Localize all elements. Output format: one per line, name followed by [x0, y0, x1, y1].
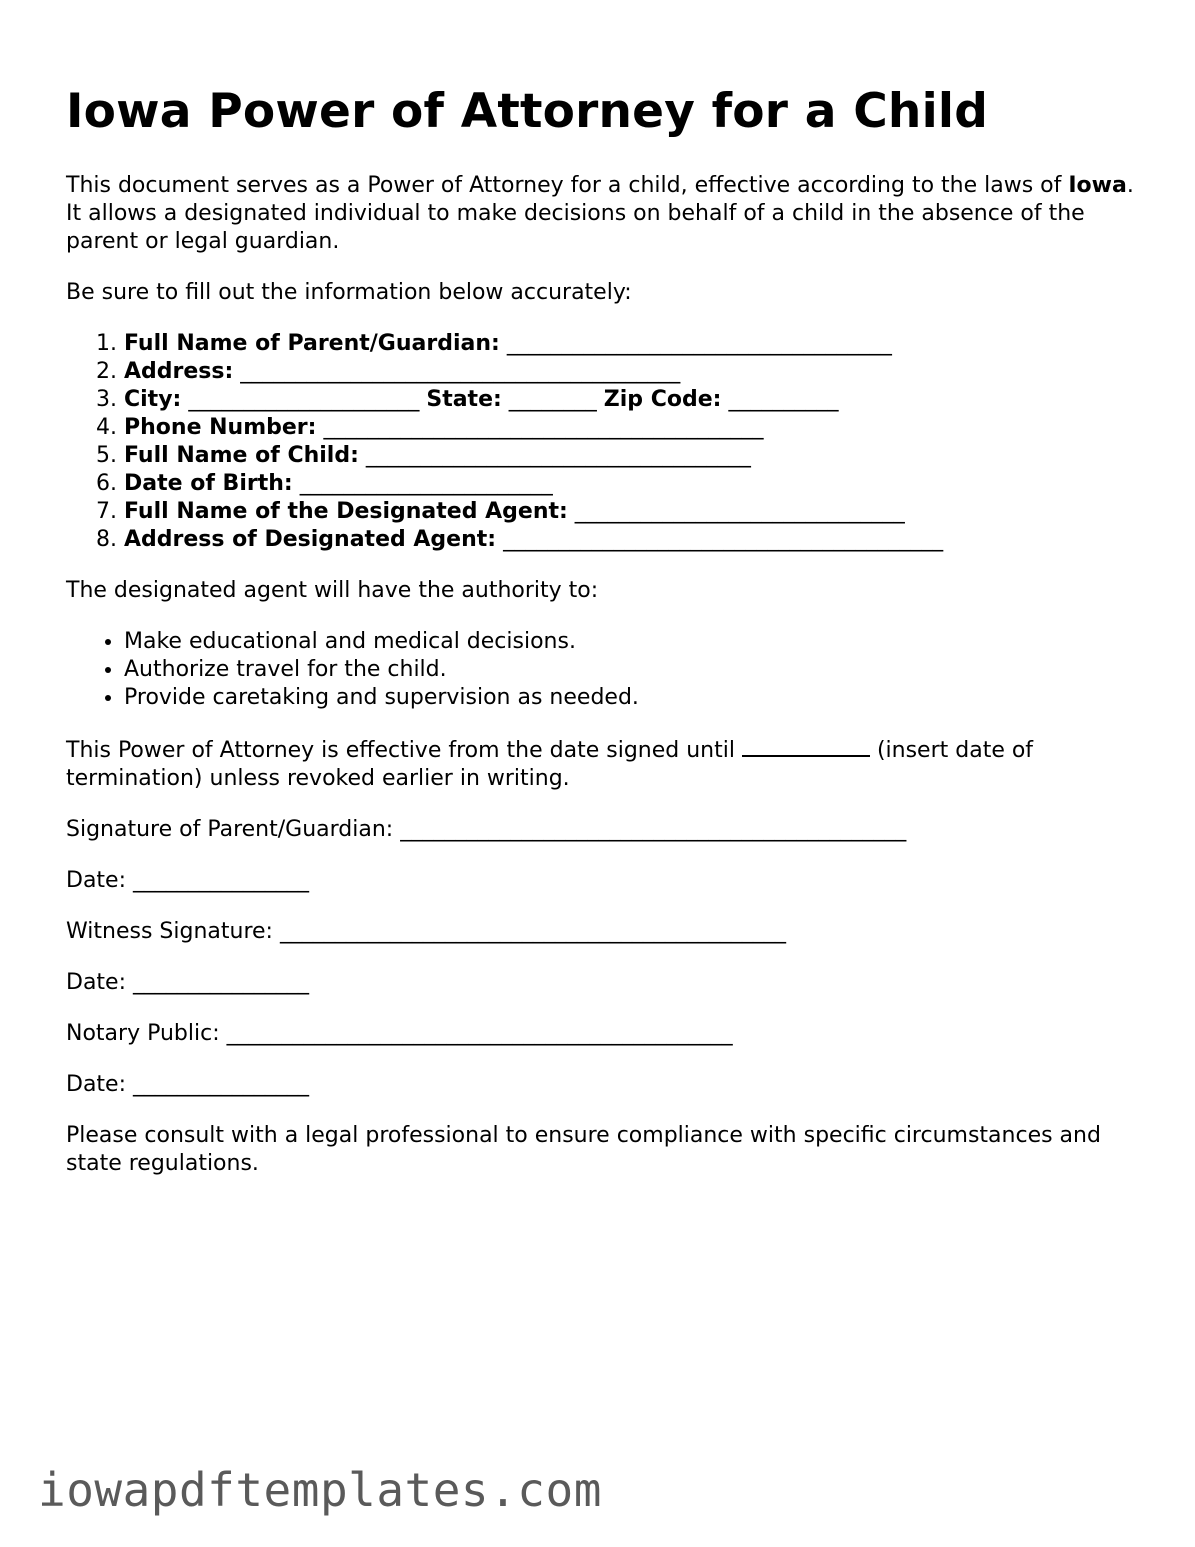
legal-disclaimer: Please consult with a legal professional to ensure compliance with specific circumstances and state regulations.	[66, 1123, 1101, 1176]
date-blank[interactable]: ________________	[133, 868, 309, 893]
signature-label: Signature of Parent/Guardian:	[66, 817, 394, 842]
date-label: Date:	[66, 970, 126, 995]
intro-state-name: Iowa	[1068, 173, 1127, 198]
list-item: • Make educational and medical decisions.	[124, 628, 1136, 656]
intro-text-end: . It allows a designated individual to make decisions on behalf of a child in the absence of the parent or legal guardian.	[66, 173, 1134, 254]
date-blank[interactable]: ________________	[133, 1072, 309, 1097]
field-label: Phone Number:	[124, 415, 317, 440]
field-child-name[interactable]	[124, 442, 1136, 470]
field-blank[interactable]: ___________________________________	[365, 443, 751, 468]
document-page	[66, 82, 1136, 1178]
termination-date-blank[interactable]	[742, 735, 870, 757]
site-watermark: iowapdftemplates.com	[38, 1463, 602, 1517]
authority-intro: The designated agent will have the authority to:	[66, 578, 599, 603]
field-label-city: City:	[124, 387, 182, 412]
field-label-zip: Zip Code:	[603, 387, 722, 412]
field-city-state-zip[interactable]	[124, 386, 1136, 414]
field-agent-name[interactable]	[124, 498, 1136, 526]
list-item: • Provide caretaking and supervision as needed.	[124, 684, 1136, 712]
effective-text-end: (insert date of termination) unless revoked earlier in writing.	[66, 738, 1034, 791]
signature-label: Notary Public:	[66, 1021, 220, 1046]
field-date-of-birth[interactable]	[124, 470, 1136, 498]
date-blank[interactable]: ________________	[133, 970, 309, 995]
signature-label: Witness Signature:	[66, 919, 273, 944]
intro-paragraph	[66, 172, 1136, 256]
field-blank[interactable]: ________________________________________	[323, 415, 764, 440]
witness-signature-line[interactable]	[66, 918, 1136, 946]
field-label: Full Name of Parent/Guardian:	[124, 331, 500, 356]
field-address[interactable]	[124, 358, 1136, 386]
signature-blank[interactable]: ______________________________________________	[400, 817, 907, 842]
field-blank[interactable]: ______________________________	[574, 499, 905, 524]
notary-signature-line[interactable]	[66, 1020, 1136, 1048]
field-blank-state[interactable]: ________	[508, 387, 597, 412]
date-label: Date:	[66, 1072, 126, 1097]
field-blank[interactable]: ________________________________________	[240, 359, 681, 384]
field-phone[interactable]	[124, 414, 1136, 442]
field-parent-name[interactable]	[124, 330, 1136, 358]
field-blank-city[interactable]: _____________________	[188, 387, 420, 412]
signature-blank[interactable]: ______________________________________________	[279, 919, 786, 944]
list-item: • Authorize travel for the child.	[124, 656, 1136, 684]
field-label: Address of Designated Agent:	[124, 527, 497, 552]
agent-powers-list	[66, 628, 1136, 712]
field-blank-zip[interactable]: __________	[728, 387, 839, 412]
field-label: Full Name of the Designated Agent:	[124, 499, 568, 524]
document-title: Iowa Power of Attorney for a Child	[66, 84, 989, 139]
signature-blank[interactable]: ______________________________________________	[226, 1021, 733, 1046]
parent-signature-date-line[interactable]	[66, 867, 1136, 895]
field-blank[interactable]: _______________________	[299, 471, 553, 496]
info-fields-list	[66, 330, 1136, 554]
date-label: Date:	[66, 868, 126, 893]
parent-signature-line[interactable]	[66, 816, 1136, 844]
field-label: Full Name of Child:	[124, 443, 359, 468]
field-label-state: State:	[426, 387, 502, 412]
witness-date-line[interactable]	[66, 969, 1136, 997]
field-agent-address[interactable]	[124, 526, 1136, 554]
field-label: Date of Birth:	[124, 471, 293, 496]
effective-period-paragraph	[66, 735, 1136, 793]
field-blank[interactable]: ___________________________________	[506, 331, 892, 356]
effective-text-start: This Power of Attorney is effective from the date signed until	[66, 738, 742, 763]
fill-instruction: Be sure to fill out the information below accurately:	[66, 280, 632, 305]
notary-date-line[interactable]	[66, 1071, 1136, 1099]
field-blank[interactable]: ________________________________________	[503, 527, 944, 552]
field-label: Address:	[124, 359, 234, 384]
intro-text-start: This document serves as a Power of Attorney for a child, effective according to the laws of	[66, 173, 1069, 198]
